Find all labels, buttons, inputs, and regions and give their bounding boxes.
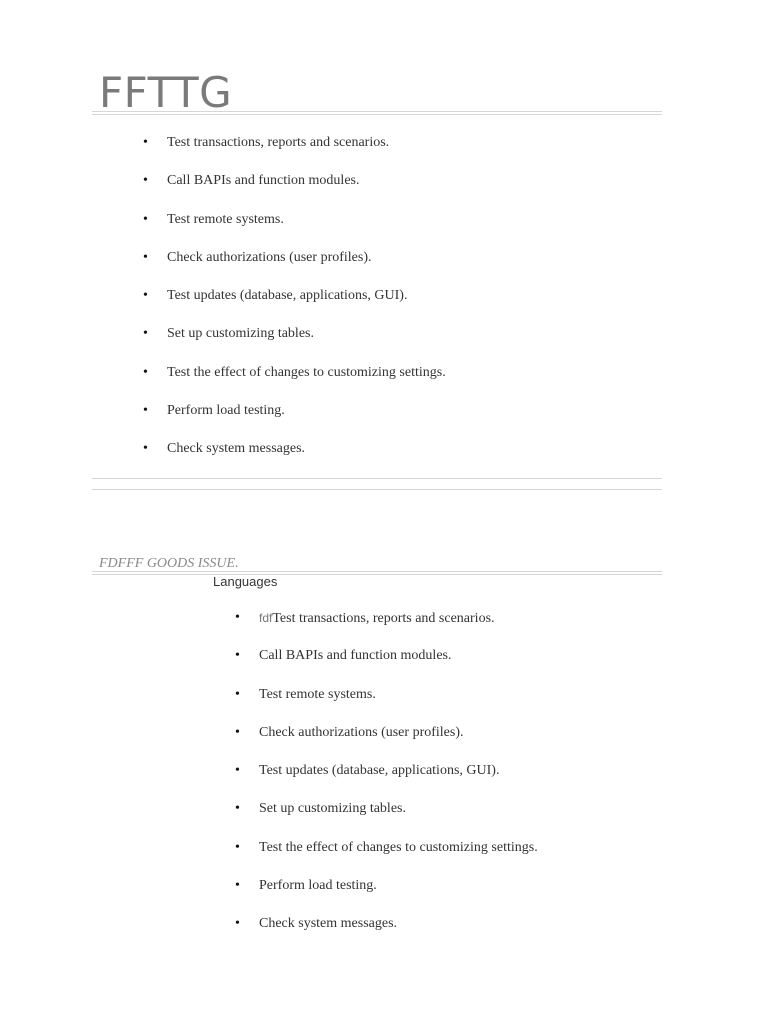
list-item-text: Call BAPIs and function modules.: [259, 648, 452, 664]
list-item-text: Check authorizations (user profiles).: [259, 724, 464, 740]
bullet-icon: •: [143, 326, 148, 342]
list-item-text: Check authorizations (user profiles).: [167, 249, 372, 265]
divider-section-bottom: [92, 489, 662, 490]
bullet-icon: •: [143, 364, 148, 380]
bullet-icon: •: [235, 763, 240, 779]
bullet-icon: •: [235, 610, 240, 625]
list-item-text: Check system messages.: [259, 916, 398, 932]
bullet-icon: •: [143, 249, 148, 265]
list-item: [235, 876, 538, 896]
list-item: [235, 646, 538, 666]
list-item: [143, 286, 446, 306]
list-item: [143, 210, 446, 230]
list-item-text: Set up customizing tables.: [167, 326, 314, 342]
list-item: [143, 363, 446, 383]
bullet-icon: •: [143, 288, 148, 304]
list-item: [235, 799, 538, 819]
list-item-text: Test the effect of changes to customizing settings.: [259, 839, 538, 855]
list-item-text: Test updates (database, applications, GUI).: [259, 763, 500, 779]
divider-title-bottom: [92, 114, 662, 115]
list-item: [235, 914, 538, 934]
bullet-icon: •: [143, 135, 148, 150]
list-item-text: Set up customizing tables.: [259, 801, 406, 817]
list-item-text: Check system messages.: [167, 441, 306, 457]
divider-heading-top: [92, 571, 662, 572]
list-item-text: Test remote systems.: [167, 211, 284, 227]
page-title: FFTTG: [99, 68, 233, 117]
list-item: [143, 248, 446, 268]
list-item-text: Perform load testing.: [167, 403, 285, 419]
list-item-text: Call BAPIs and function modules.: [167, 173, 360, 189]
divider-heading-bottom: [92, 574, 662, 575]
bullet-icon: •: [235, 839, 240, 855]
languages-label: Languages: [213, 574, 278, 589]
list-item-text: Test transactions, reports and scenarios.: [272, 611, 495, 626]
list-item: [235, 685, 538, 705]
list-item: [143, 324, 446, 344]
list-item-text: Test the effect of changes to customizing settings.: [167, 364, 446, 380]
list-item-text: Test updates (database, applications, GUI).: [167, 288, 408, 304]
bullet-icon: •: [235, 878, 240, 894]
section-heading: FDFFF GOODS ISSUE.: [99, 556, 239, 571]
list-item: [143, 171, 446, 191]
divider-title-top: [92, 111, 662, 112]
bullet-icon: •: [143, 211, 148, 227]
list-item: [143, 439, 446, 459]
bullet-icon: •: [143, 173, 148, 189]
list-item: [235, 608, 538, 628]
bullet-icon: •: [235, 686, 240, 702]
list-item: [143, 133, 446, 153]
list-item-text: Test transactions, reports and scenarios.: [167, 135, 390, 150]
bullet-icon: •: [235, 648, 240, 664]
divider-section-top: [92, 478, 662, 479]
list-item-prefix: fdf: [259, 611, 273, 625]
bullet-list-secondary: [235, 608, 538, 953]
bullet-icon: •: [143, 403, 148, 419]
list-item: [235, 723, 538, 743]
list-item: [235, 761, 538, 781]
list-item-text: Test remote systems.: [259, 686, 376, 702]
bullet-list-primary: [143, 133, 446, 478]
bullet-icon: •: [235, 801, 240, 817]
bullet-icon: •: [235, 724, 240, 740]
bullet-icon: •: [143, 441, 148, 457]
bullet-icon: •: [235, 916, 240, 932]
list-item: [143, 401, 446, 421]
list-item-text: Perform load testing.: [259, 878, 377, 894]
list-item: [235, 838, 538, 858]
